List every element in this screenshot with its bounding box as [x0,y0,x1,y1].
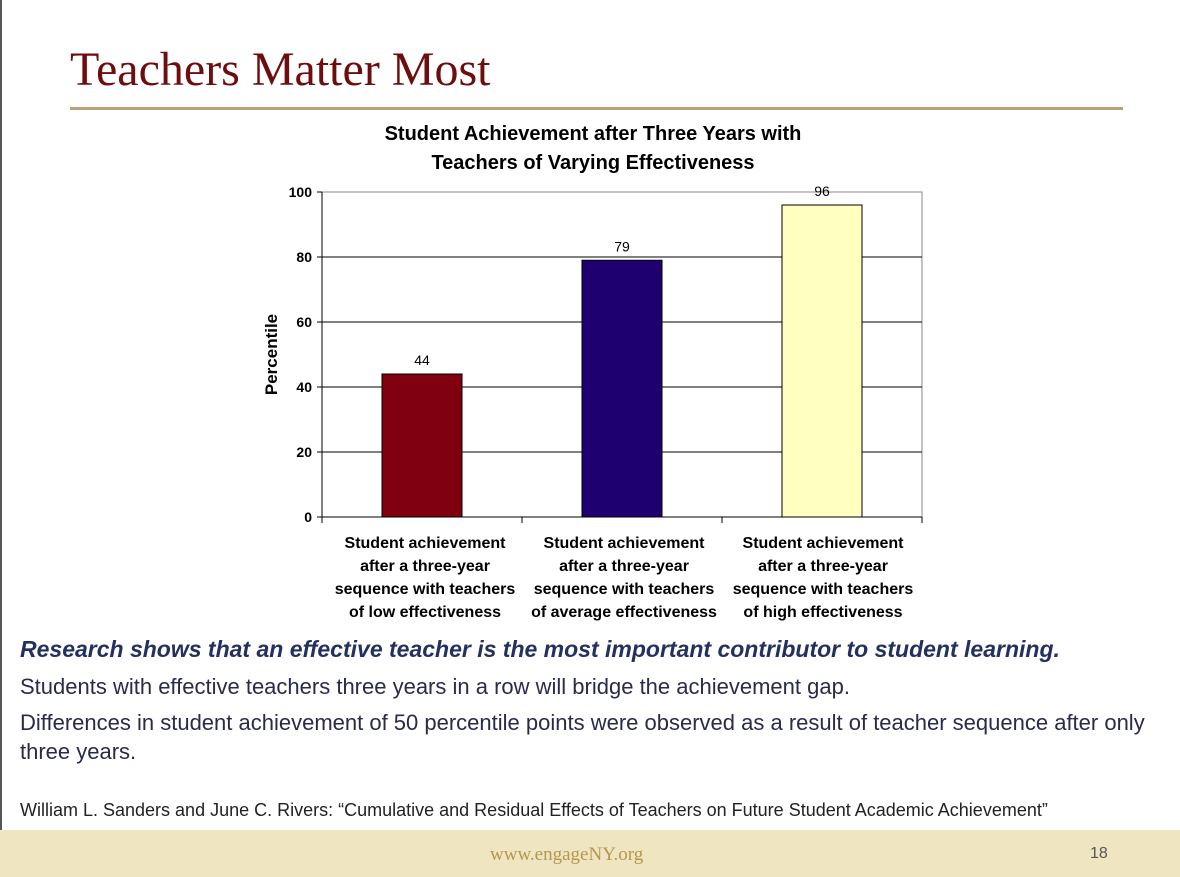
body-text-2: Differences in student achievement of 50 percentile points were observed as a result of teacher sequence after only three years. [20,710,1145,764]
category-label-line: after a three-year [360,558,490,575]
page-number: 18 [1090,845,1108,862]
bar [782,205,862,517]
bar-data-label: 44 [414,352,430,368]
y-tick-label: 0 [304,509,312,525]
category-label-high [723,532,923,624]
y-tick-label: 80 [296,249,312,265]
bar-chart [250,182,950,532]
y-tick-label: 100 [288,184,312,200]
footer-url: www.engageNY.org [490,844,644,865]
category-label-low [325,532,525,624]
category-label-line: sequence with teachers [334,581,516,598]
category-label-line: after a three-year [559,558,689,575]
category-label-line: Student achievement [742,535,904,552]
bar-data-label: 79 [614,238,630,255]
y-axis-label: Percentile [262,313,281,396]
slide-title: Teachers Matter Most [70,43,491,96]
chart-title-line-1: Student Achievement after Three Years with [384,123,802,145]
bar-data-label: 96 [814,183,830,199]
category-label-line: after a three-year [758,558,888,575]
chart-title [300,120,886,178]
bar [582,260,662,517]
footer-bar [0,830,1180,877]
y-tick-label: 60 [296,314,312,330]
y-tick-label: 20 [296,444,312,460]
left-border [0,0,2,877]
body-text-1: Students with effective teachers three years in a row will bridge the achievement gap. [20,674,850,699]
research-highlight: Research shows that an effective teacher is the most important contributor to student learning. [20,636,1060,662]
title-divider [70,107,1123,110]
category-label-line: Student achievement [543,535,705,552]
category-label-line: Student achievement [344,535,506,552]
citation: William L. Sanders and June C. Rivers: “Cumulative and Residual Effects of Teachers on Future Student Academic Achievement” [20,800,1048,820]
bar [382,374,462,517]
category-label-line: sequence with teachers [732,581,914,598]
y-tick-label: 40 [296,379,312,395]
category-label-average [524,532,724,624]
category-label-line: of high effectiveness [743,604,903,621]
category-label-line: of low effectiveness [348,604,502,621]
category-label-line: sequence with teachers [533,581,715,598]
chart-title-line-2: Teachers of Varying Effectiveness [431,152,755,174]
category-label-line: of average effectiveness [531,604,717,621]
